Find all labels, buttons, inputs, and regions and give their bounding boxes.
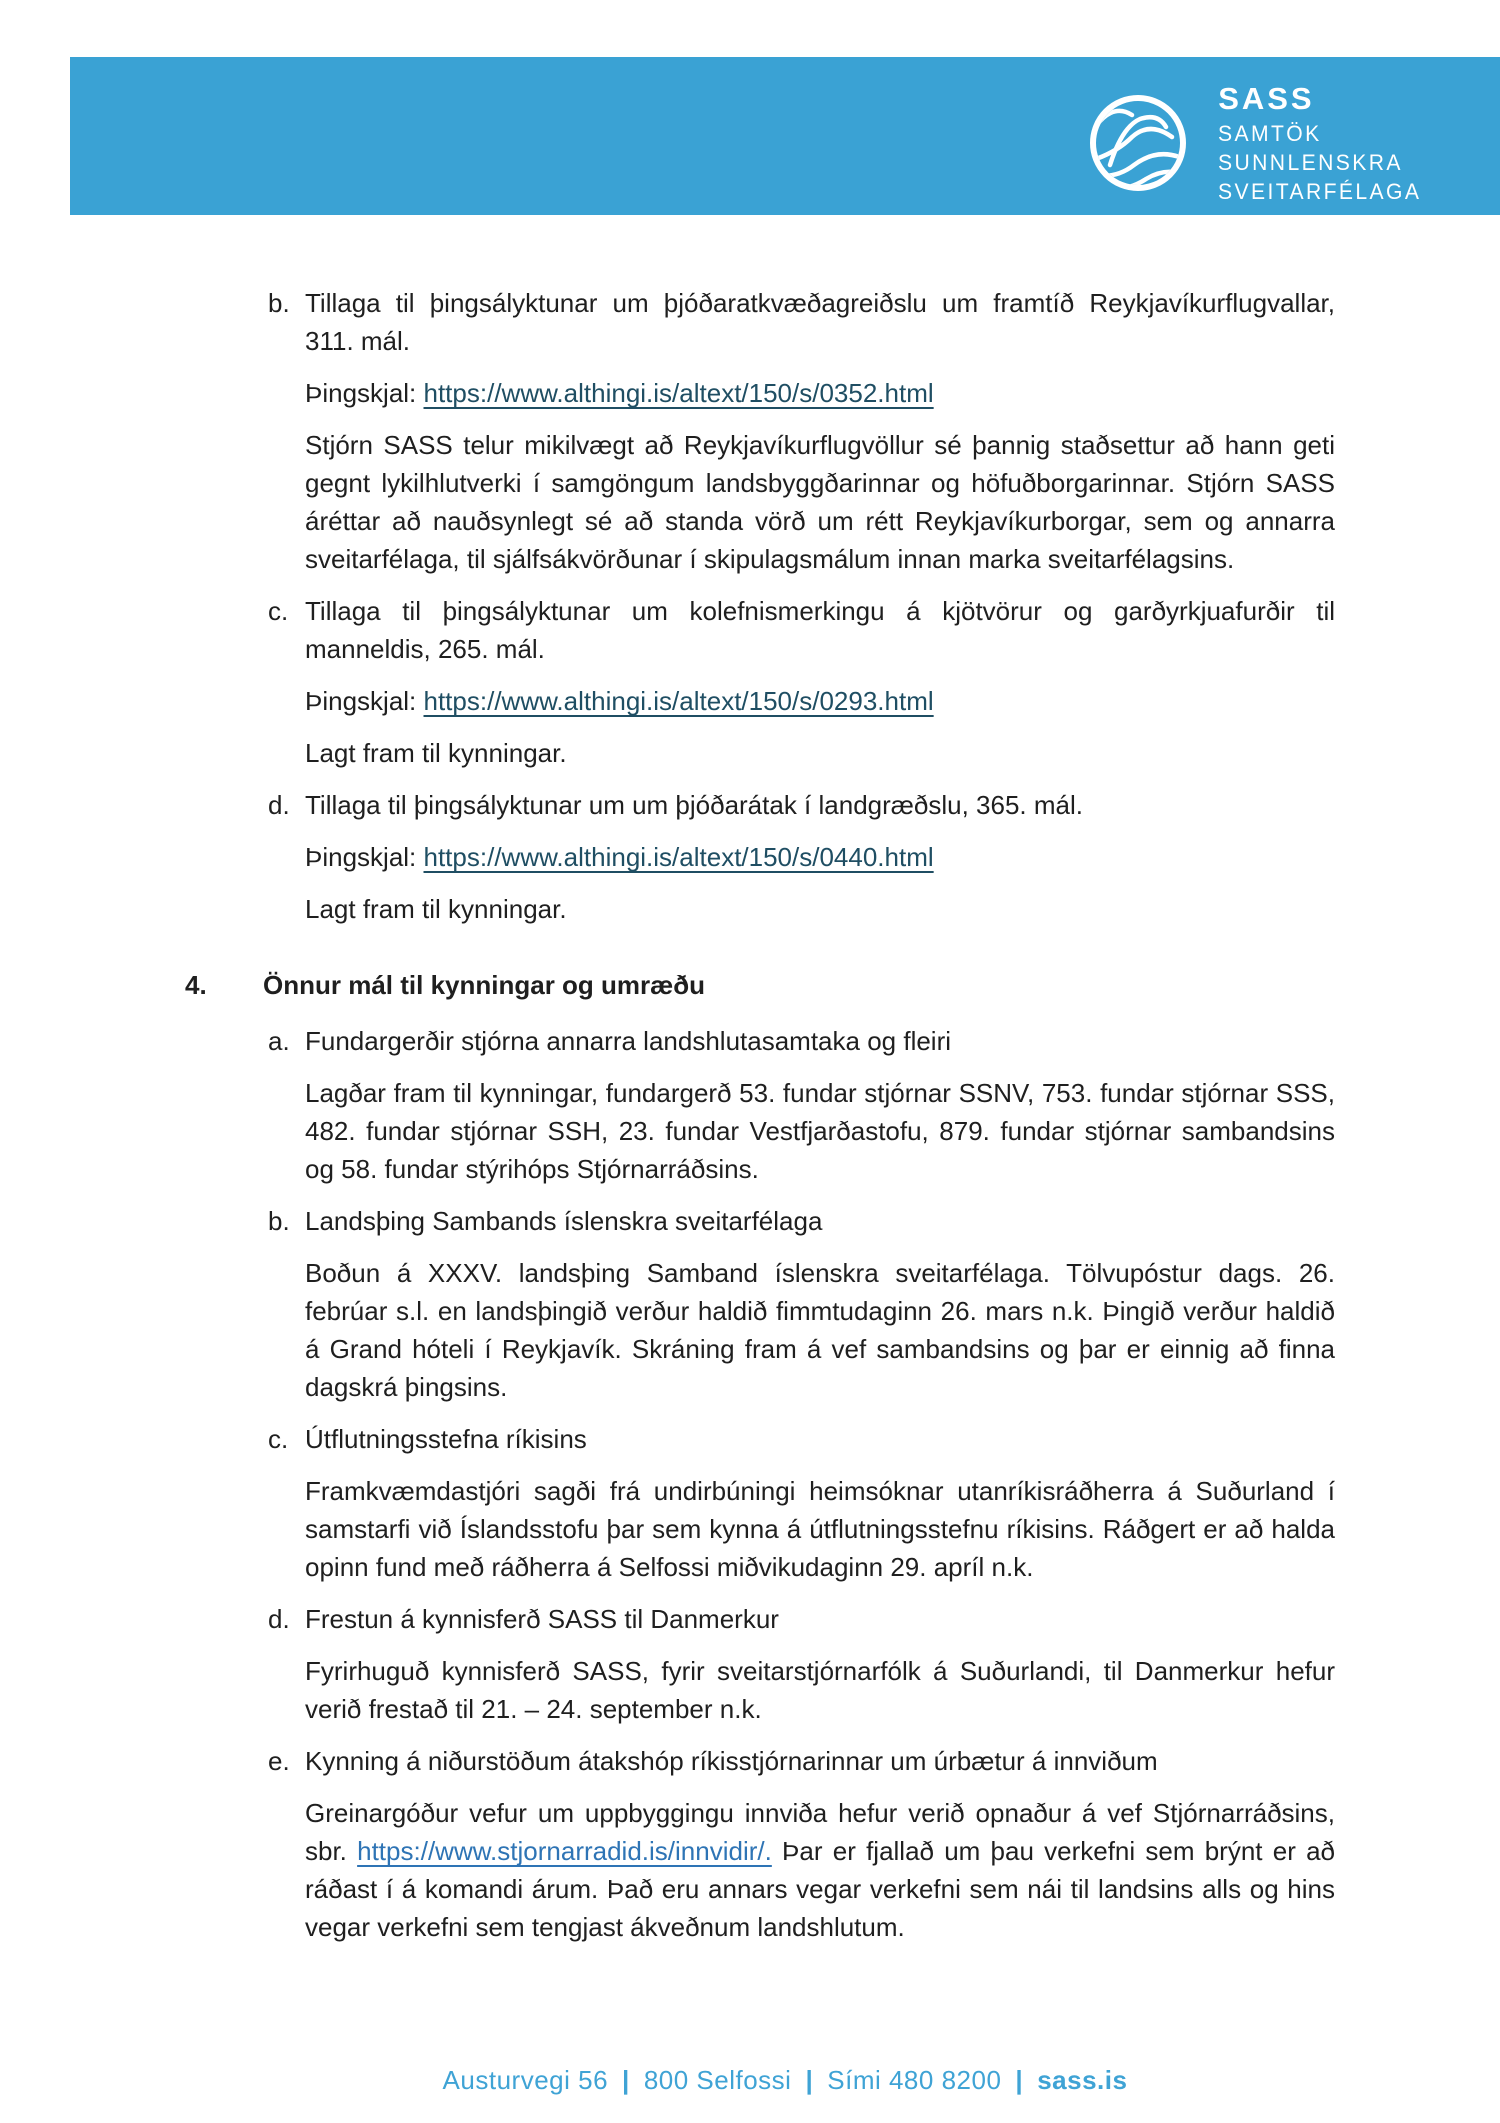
section-number: 4.	[185, 970, 207, 1000]
list-item-title: Útflutningsstefna ríkisins	[305, 1424, 587, 1454]
list-item-d	[0, 786, 1500, 824]
stjornarradid-link[interactable]: https://www.stjornarradid.is/innvidir/.	[357, 1836, 772, 1866]
footer-city: 800 Selfossi	[643, 2065, 792, 2095]
list-letter: b.	[268, 1206, 290, 1236]
item-paragraph: Framkvæmdastjóri sagði frá undirbúningi heimsóknar utanríkisráðherra á Suðurland í samstarfi við Íslandsstofu þar sem kynna á útflutningsstefnu ríkisins. Ráðgert er að halda opinn fund með ráðherra á Selfossi miðvikudaginn 29. apríl n.k.	[305, 1476, 1335, 1582]
althingi-link-0293[interactable]: https://www.althingi.is/altext/150/s/0293.html	[423, 686, 934, 716]
list-letter: c.	[268, 1424, 289, 1454]
list-item-b	[0, 284, 1500, 360]
list-item-text: Tillaga til þingsályktunar um kolefnismerkingu á kjötvörur og garðyrkjuafurðir til manneldis, 265. mál.	[305, 596, 1335, 664]
footer-separator: |	[805, 2065, 814, 2095]
thingskjal-line	[305, 838, 1335, 876]
list-item-title: Landsþing Sambands íslenskra sveitarfélaga	[305, 1206, 823, 1236]
document-body	[0, 284, 1500, 1960]
list-item-title: Kynning á niðurstöðum átakshóp ríkisstjórnarinnar um úrbætur á innviðum	[305, 1746, 1158, 1776]
list-item-text: Tillaga til þingsályktunar um um þjóðarátak í landgræðslu, 365. mál.	[305, 790, 1083, 820]
footer-website-link[interactable]: sass.is	[1037, 2065, 1128, 2095]
list-letter: d.	[268, 1604, 290, 1634]
item-paragraph: Lagðar fram til kynningar, fundargerð 53. fundar stjórnar SSNV, 753. fundar stjórnar SSS, 482. fundar stjórnar SSH, 23. fundar Vestfjarðastofu, 879. fundar stjórnar sambandsins og 58. fundar stýrihóps Stjórnarráðsins.	[305, 1078, 1335, 1184]
item-paragraph: Fyrirhuguð kynnisferð SASS, fyrir sveitarstjórnarfólk á Suðurlandi, til Danmerkur hefur verið frestað til 21. – 24. september n.k.	[305, 1656, 1335, 1724]
footer-separator: |	[1015, 2065, 1024, 2095]
logo-line-1: SAMTÖK	[1218, 121, 1322, 146]
list-item-title: Frestun á kynnisferð SASS til Danmerkur	[305, 1604, 779, 1634]
list-letter: a.	[268, 1026, 290, 1056]
thingskjal-label: Þingskjal:	[305, 842, 424, 872]
list-letter: c.	[268, 596, 289, 626]
item-paragraph-with-link	[305, 1794, 1335, 1946]
sass-waves-icon	[1088, 93, 1188, 193]
list-letter: b.	[268, 288, 290, 318]
list-item-c	[0, 592, 1500, 668]
list-letter: e.	[268, 1746, 290, 1776]
item-paragraph: Lagt fram til kynningar.	[305, 738, 567, 768]
footer-address: Austurvegi 56	[442, 2065, 609, 2095]
thingskjal-label: Þingskjal:	[305, 378, 424, 408]
footer-separator: |	[622, 2065, 630, 2095]
list-item-text: Tillaga til þingsályktunar um þjóðaratkvæðagreiðslu um framtíð Reykjavíkurflugvallar, 311. mál.	[305, 288, 1335, 356]
list-letter: d.	[268, 790, 290, 820]
althingi-link-0352[interactable]: https://www.althingi.is/altext/150/s/0352.html	[423, 378, 934, 408]
list-item-4a	[0, 1022, 1500, 1060]
thingskjal-line	[305, 374, 1335, 412]
list-item-4d	[0, 1600, 1500, 1638]
list-item-4c	[0, 1420, 1500, 1458]
paragraph-text: Þar er fjallað um þau verkefni sem brýnt er að ráðast í á komandi árum. Það eru annars vegar verkefni sem nái til landsins alls og hins vegar verkefni sem tengjast ákveðnum landshlutum.	[305, 1836, 1335, 1942]
logo-line-3: SVEITARFÉLAGA	[1218, 179, 1422, 204]
section-title: Önnur mál til kynningar og umræðu	[263, 970, 706, 1000]
logo-line-2: SUNNLENSKRA	[1218, 150, 1404, 175]
section-heading	[0, 966, 1500, 1004]
thingskjal-label: Þingskjal:	[305, 686, 424, 716]
thingskjal-line	[305, 682, 1335, 720]
logo-title: SASS	[1218, 81, 1315, 116]
list-item-4e	[0, 1742, 1500, 1780]
althingi-link-0440[interactable]: https://www.althingi.is/altext/150/s/0440.html	[423, 842, 934, 872]
list-item-4b	[0, 1202, 1500, 1240]
page-footer	[70, 2064, 1500, 2096]
item-paragraph: Boðun á XXXV. landsþing Samband íslenskra sveitarfélaga. Tölvupóstur dags. 26. febrúar s.l. en landsþingið verður haldið fimmtudaginn 26. mars n.k. Þingið verður haldið á Grand hóteli í Reykjavík. Skráning fram á vef sambandsins og þar er einnig að finna dagskrá þingsins.	[305, 1258, 1335, 1402]
sass-logo	[1088, 83, 1430, 203]
paragraph-text: Greinargóður vefur um uppbyggingu innviða hefur verið opnaður á vef Stjórnarráðsins, sbr.	[305, 1798, 1335, 1866]
sass-wordmark	[1218, 83, 1430, 203]
item-paragraph: Stjórn SASS telur mikilvægt að Reykjavíkurflugvöllur sé þannig staðsettur að hann geti gegnt lykilhlutverki í samgöngum landsbyggðarinnar og höfuðborgarinnar. Stjórn SASS áréttar að nauðsynlegt sé að standa vörð um rétt Reykjavíkurborgar, sem og annarra sveitarfélaga, til sjálfsákvörðunar í skipulagsmálum innan marka sveitarfélagsins.	[305, 430, 1335, 574]
list-item-title: Fundargerðir stjórna annarra landshlutasamtaka og fleiri	[305, 1026, 952, 1056]
header-band	[70, 57, 1500, 215]
footer-phone: Sími 480 8200	[827, 2065, 1002, 2095]
item-paragraph: Lagt fram til kynningar.	[305, 894, 567, 924]
